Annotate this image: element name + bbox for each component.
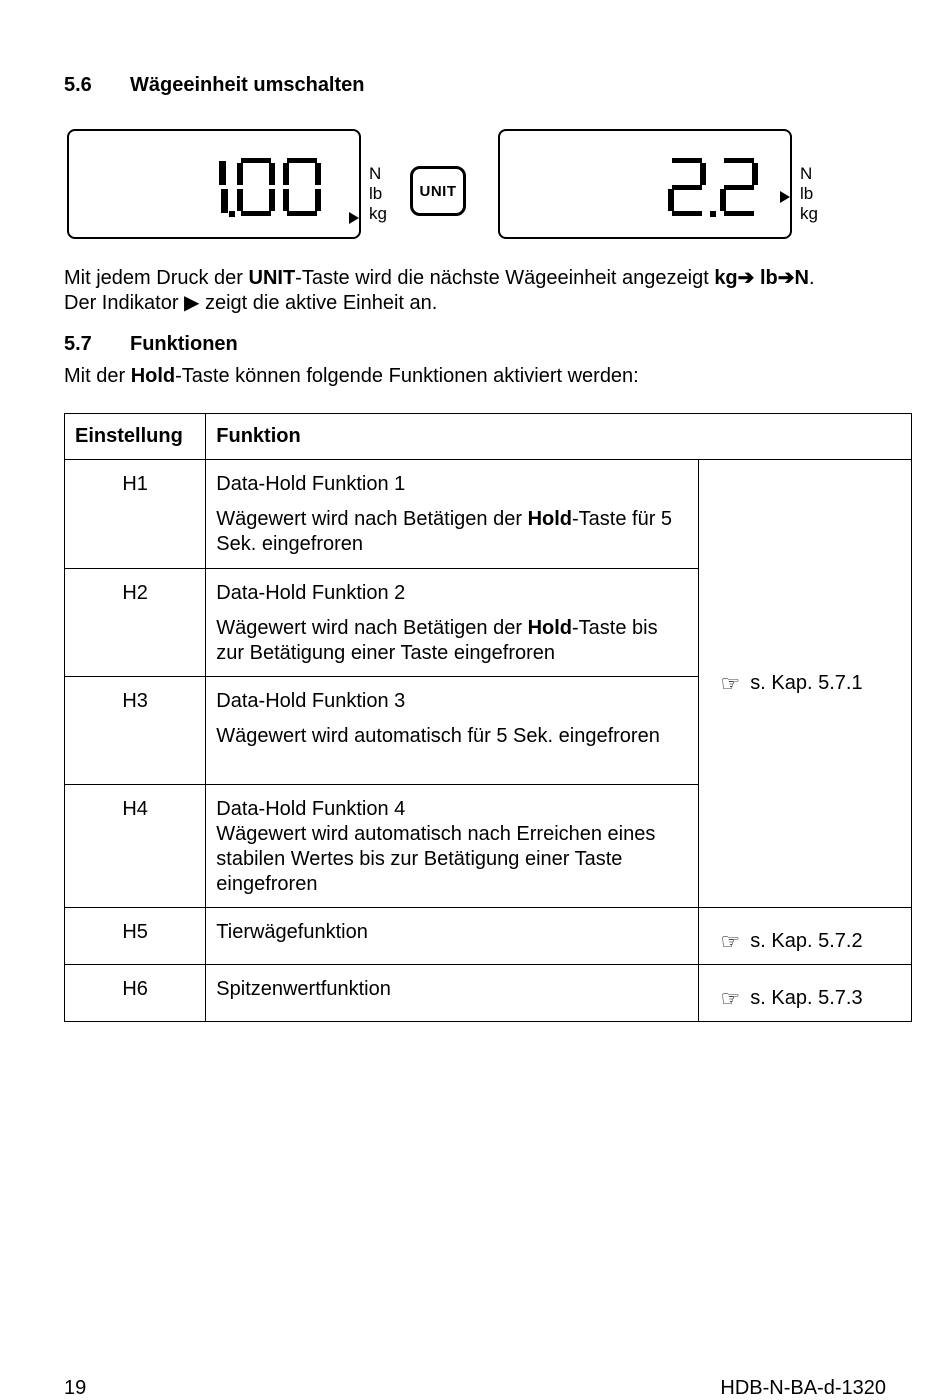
pointing-hand-icon: ☞	[720, 671, 741, 696]
function-title: Data-Hold Funktion 2	[216, 582, 406, 604]
function-title: Tierwägefunktion	[216, 921, 368, 943]
hold-description	[64, 364, 639, 389]
display-right	[498, 129, 792, 239]
table-row	[65, 460, 912, 569]
display-left	[67, 129, 361, 239]
function-cell	[206, 677, 698, 785]
reference-cell	[698, 965, 911, 1022]
function-description	[216, 507, 687, 557]
text-span: Wägewert wird nach Betätigen der	[216, 617, 528, 639]
setting-cell: H1	[65, 460, 206, 569]
text-span: -Taste bis zur Betätigung einer Taste eingefroren	[216, 617, 658, 664]
pointing-hand-icon: ☞	[720, 986, 741, 1011]
display-right-digits	[500, 131, 790, 237]
function-cell	[206, 908, 698, 965]
reference-5-7-1	[699, 671, 911, 696]
reference-text: s. Kap. 5.7.1	[750, 672, 863, 694]
function-title: Spitzenwertfunktion	[216, 978, 391, 1000]
header-function: Funktion	[206, 414, 912, 460]
bold-unit-sequence: kg➔ lb➔N	[714, 267, 809, 289]
function-title: Data-Hold Funktion 1	[216, 473, 406, 495]
setting-cell: H5	[65, 908, 206, 965]
reference-text: s. Kap. 5.7.2	[750, 930, 863, 952]
bold-hold: Hold	[527, 617, 572, 639]
unit-key-button: UNIT	[410, 166, 466, 216]
function-cell	[206, 569, 698, 677]
function-cell	[206, 460, 698, 569]
unit-description	[64, 266, 815, 316]
text-span: Mit der	[64, 365, 131, 387]
text-span: Wägewert wird nach Betätigen der	[216, 508, 528, 530]
function-title: Data-Hold Funktion 4	[216, 798, 406, 820]
unit-lb-label: lb	[800, 184, 814, 203]
reference-cell	[698, 908, 911, 965]
reference-cell	[698, 460, 911, 908]
section-heading-5-6	[64, 74, 365, 97]
section-number: 5.6	[64, 74, 92, 96]
setting-cell: H3	[65, 677, 206, 785]
unit-n-label: N	[800, 164, 813, 183]
bold-unit: UNIT	[248, 267, 296, 289]
functions-table	[64, 413, 912, 1022]
table-row	[65, 965, 912, 1022]
function-cell	[206, 785, 698, 908]
text-span: Mit jedem Druck der	[64, 267, 249, 289]
reference-5-7-3	[699, 986, 911, 1011]
function-description: Wägewert wird automatisch nach Erreichen eines stabilen Wertes bis zur Betätigung einer Taste eingefroren	[216, 823, 656, 895]
text-span: -Taste können folgende Funktionen aktiviert werden:	[175, 365, 639, 387]
header-setting: Einstellung	[65, 414, 206, 460]
function-description: Wägewert wird automatisch für 5 Sek. eingefroren	[216, 725, 660, 747]
unit-labels-left	[369, 164, 387, 224]
unit-kg-label: kg	[800, 204, 818, 223]
text-span: -Taste wird die nächste Wägeeinheit angezeigt	[295, 267, 715, 289]
section-title: Wägeeinheit umschalten	[130, 74, 365, 96]
unit-n-label: N	[369, 164, 382, 183]
reference-text: s. Kap. 5.7.3	[750, 987, 863, 1009]
unit-description-line1	[64, 266, 815, 291]
section-heading-5-7	[64, 333, 238, 356]
function-cell	[206, 965, 698, 1022]
display-left-digits	[69, 131, 359, 237]
text-span: .	[808, 267, 815, 289]
page-number: 19	[64, 1377, 87, 1399]
document-id: HDB-N-BA-d-1320	[720, 1377, 886, 1399]
section-number: 5.7	[64, 333, 92, 355]
pointing-hand-icon: ☞	[720, 929, 741, 954]
function-description	[216, 616, 687, 666]
text-span: -Taste für 5 Sek. eingefroren	[216, 508, 673, 555]
setting-cell: H6	[65, 965, 206, 1022]
table-header-row	[65, 414, 912, 460]
bold-hold: Hold	[130, 365, 176, 387]
reference-5-7-2	[699, 929, 911, 954]
function-title: Data-Hold Funktion 3	[216, 690, 406, 712]
setting-cell: H2	[65, 569, 206, 677]
unit-lb-label: lb	[369, 184, 383, 203]
unit-description-line2: Der Indikator ▶ zeigt die aktive Einheit an.	[64, 292, 438, 314]
unit-kg-label: kg	[369, 204, 387, 223]
unit-labels-right	[800, 164, 818, 224]
section-title: Funktionen	[130, 333, 238, 355]
setting-cell: H4	[65, 785, 206, 908]
table-row	[65, 908, 912, 965]
bold-hold: Hold	[527, 508, 572, 530]
